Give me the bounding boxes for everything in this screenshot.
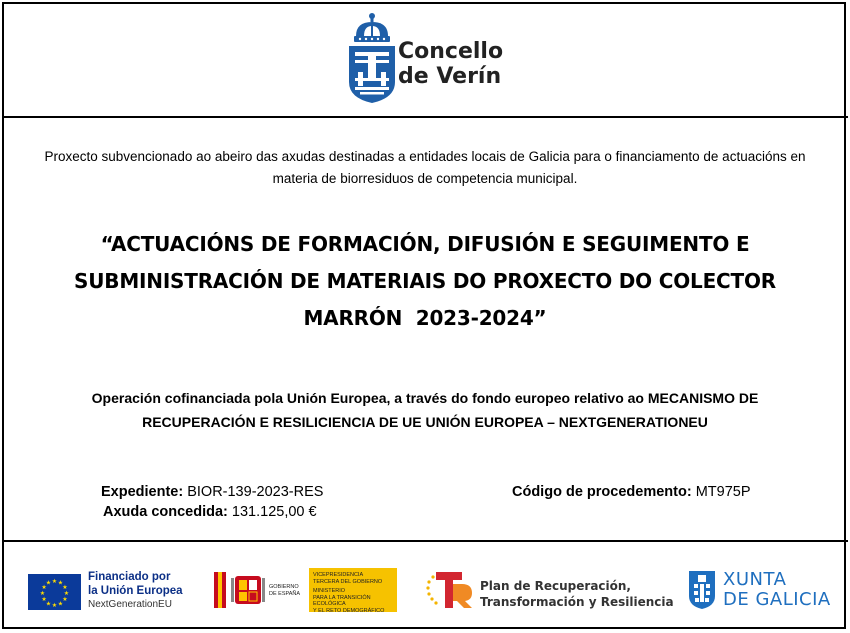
header-divider (2, 116, 848, 118)
ministry-line5: Y EL RETO DEMOGRÁFICO (313, 607, 385, 614)
intro-text: Proxecto subvencionado ao abeiro das axudas destinadas a entidades locais de Galicia para o financiamento de actuacións en materia de biorresiduos de competencia municipal. (44, 149, 806, 186)
ministry-line4: PARA LA TRANSICIÓN ECOLÓGICA (313, 594, 371, 607)
svg-text:★: ★ (41, 596, 47, 603)
eu-flag-icon (28, 574, 81, 610)
ministry-block (309, 568, 397, 612)
concello-name (398, 39, 503, 89)
funders-strip (4, 548, 846, 628)
project-title (30, 226, 820, 337)
eu-line2: la Unión Europea (88, 585, 183, 597)
verin-crest-icon (346, 12, 398, 104)
expediente-value: BIOR-139-2023-RES (187, 484, 324, 500)
axuda-row (103, 502, 317, 522)
svg-text:★: ★ (51, 578, 58, 585)
codigo-label: Código de procedemento: (512, 484, 692, 500)
eu-funding-text (88, 570, 183, 612)
operation-line1: Operación cofinanciada pola Unión Europea, a través do fondo europeo relativo ao MECANISMO DE (91, 390, 759, 406)
concello-line1: Concello (398, 39, 504, 64)
xunta-text (723, 570, 831, 610)
svg-text:★: ★ (45, 600, 52, 608)
eu-line3: NextGenerationEU (88, 599, 172, 610)
gob-label2: DE ESPAÑA (269, 590, 301, 597)
svg-text:★: ★ (45, 579, 52, 587)
title-line2: SUBMINISTRACIÓN DE MATERIAIS DO PROXECTO DO COLECTOR (74, 269, 776, 293)
expediente-row (101, 482, 323, 502)
prtr-logo-icon (424, 568, 474, 612)
svg-text:★: ★ (39, 590, 46, 597)
concello-logo (340, 12, 540, 108)
ministry-line1: VICEPRESIDENCIA (313, 572, 364, 578)
codigo-value: MT975P (695, 484, 751, 500)
xunta-line1: XUNTA (723, 569, 787, 590)
svg-text:★: ★ (62, 584, 68, 591)
codigo-row (512, 482, 751, 502)
svg-text:★: ★ (51, 602, 58, 609)
gob-label1: GOBIERNO (269, 584, 299, 590)
title-line3: MARRÓN 2023-2024” (303, 306, 547, 330)
svg-text:★: ★ (63, 590, 70, 597)
ministry-line2: TERCERA DEL GOBIERNO (313, 578, 383, 585)
axuda-value: 131.125,00 € (231, 504, 317, 520)
prtr-text (480, 578, 674, 610)
operation-line2: RECUPERACIÓN E RESILICIENCIA DE UE UNIÓN EUROPEA – NEXTGENERATIONEU (142, 414, 708, 430)
eu-line1: Financiado por (88, 571, 171, 583)
prtr-line1: Plan de Recuperación, (480, 579, 631, 593)
ministry-line3: MINISTERIO (313, 588, 346, 594)
svg-text:★: ★ (57, 579, 64, 587)
axuda-label: Axuda concedida: (103, 504, 228, 520)
concello-line2: de Verín (398, 64, 502, 89)
spain-flag-block (211, 568, 309, 612)
gobierno-text (269, 584, 300, 597)
footer-divider (2, 540, 848, 542)
operation-statement (40, 386, 810, 434)
title-line1: “ACTUACIÓNS DE FORMACIÓN, DIFUSIÓN E SEGUIMENTO E (100, 232, 750, 256)
svg-text:★: ★ (62, 596, 68, 603)
gobierno-espana-logo (211, 568, 397, 612)
xunta-line2: DE GALICIA (723, 589, 831, 610)
svg-text:★: ★ (41, 584, 47, 591)
xunta-crest-icon (688, 570, 716, 610)
prtr-line2: Transformación y Resiliencia (480, 595, 674, 609)
svg-text:★: ★ (57, 600, 64, 608)
ministry-text (313, 572, 397, 614)
expediente-label: Expediente: (101, 484, 184, 500)
